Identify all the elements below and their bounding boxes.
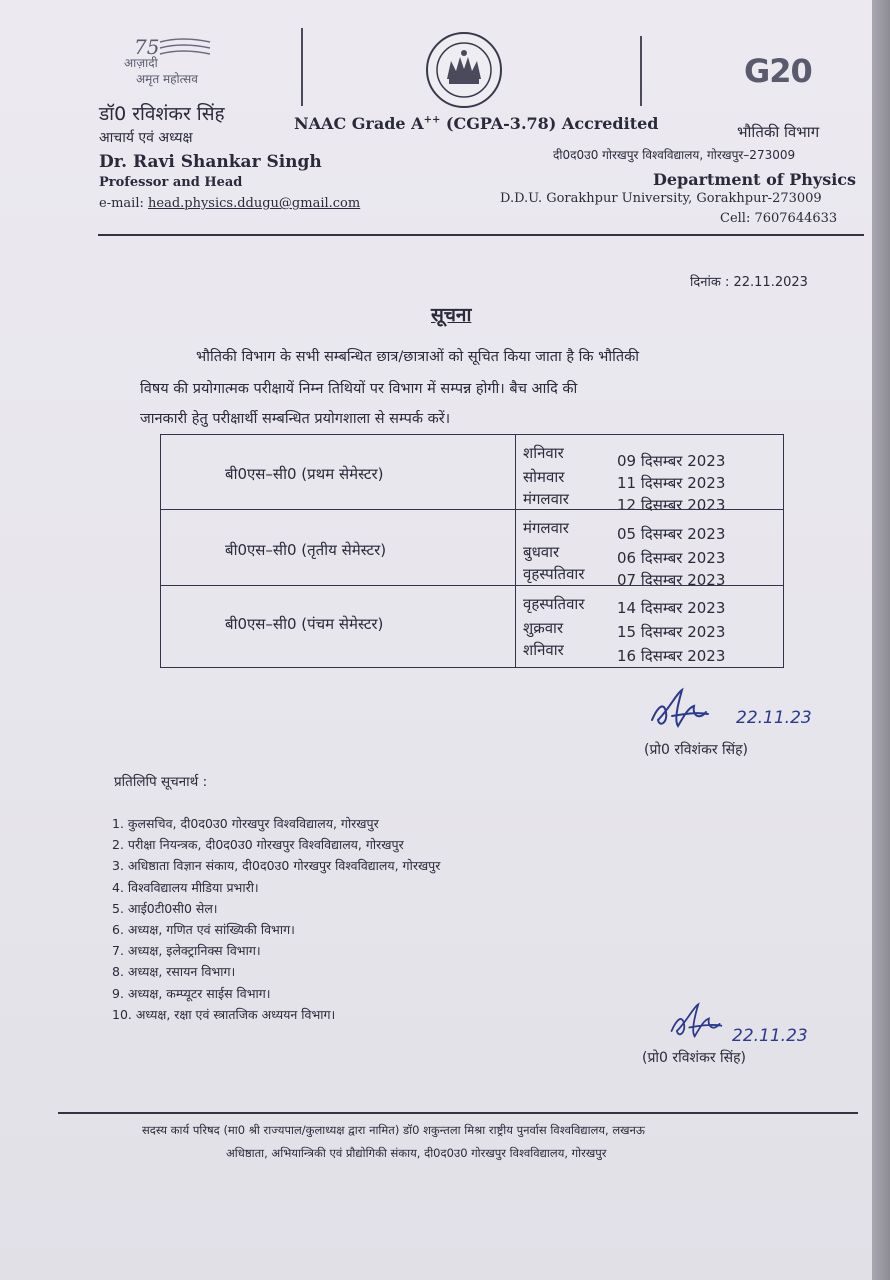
list-item: 8. अध्यक्ष, रसायन विभाग। bbox=[112, 964, 236, 980]
exam-date: 14 दिसम्बर 2023 bbox=[617, 599, 726, 617]
university-address-english: D.D.U. Gorakhpur University, Gorakhpur-273009 bbox=[500, 191, 822, 206]
exam-day: वृहस्पतिवार bbox=[523, 565, 585, 583]
university-seal-icon bbox=[425, 31, 503, 109]
exam-date: 16 दिसम्बर 2023 bbox=[617, 647, 726, 665]
cell-number: Cell: 7607644633 bbox=[720, 211, 838, 226]
signature-1 bbox=[648, 686, 818, 736]
semester-label: बी0एस–सी0 (तृतीय सेमेस्टर) bbox=[225, 541, 387, 559]
footer-rule bbox=[58, 1112, 858, 1114]
exam-date: 15 दिसम्बर 2023 bbox=[617, 623, 726, 641]
signatory-name-2: (प्रो0 रविशंकर सिंह) bbox=[642, 1050, 746, 1066]
list-item: 9. अध्यक्ष, कम्प्यूटर साईस विभाग। bbox=[112, 985, 271, 1001]
exam-day: शुक्रवार bbox=[523, 619, 564, 637]
signature-2-date: 22.11.23 bbox=[732, 1026, 808, 1046]
exam-day: शनिवार bbox=[523, 641, 564, 659]
exam-date: 12 दिसम्बर 2023 bbox=[617, 496, 726, 514]
notice-line-3: जानकारी हेतु परीक्षार्थी सम्बन्धित प्रयोगशाला से सम्पर्क करें। bbox=[140, 411, 451, 427]
list-item: 2. परीक्षा नियन्त्रक, दी0द0उ0 गोरखपुर विश्वविद्यालय, गोरखपुर bbox=[112, 837, 404, 853]
semester-label: बी0एस–सी0 (पंचम सेमेस्टर) bbox=[225, 615, 384, 633]
copy-heading: प्रतिलिपि सूचनार्थ : bbox=[114, 774, 208, 790]
notice-date: दिनांक : 22.11.2023 bbox=[690, 275, 808, 290]
naac-grade-plus: ++ bbox=[423, 114, 441, 126]
footer-line-2: अधिष्ठाता, अभियान्त्रिकी एवं प्रौद्योगिकी संकाय, दी0द0उ0 गोरखपुर विश्वविद्यालय, गोरखपुर bbox=[226, 1146, 607, 1160]
azadi-logo-line2: अमृत महोत्सव bbox=[136, 72, 198, 86]
g20-logo-text: G20 bbox=[744, 52, 812, 90]
azadi-logo-line1: आज़ादी bbox=[124, 56, 158, 70]
page-edge bbox=[872, 0, 890, 1280]
notice-line-1: भौतिकी विभाग के सभी सम्बन्धित छात्र/छात्राओं को सूचित किया जाता है कि भौतिकी bbox=[196, 349, 640, 365]
email-label: e-mail: bbox=[99, 196, 148, 211]
header-rule bbox=[98, 234, 864, 236]
table-row bbox=[161, 435, 783, 514]
email-line bbox=[99, 196, 360, 211]
exam-day: मंगलवार bbox=[523, 519, 569, 537]
naac-cgpa: (CGPA-3.78) Accredited bbox=[440, 114, 659, 133]
list-item: 1. कुलसचिव, दी0द0उ0 गोरखपुर विश्वविद्यालय, गोरखपुर bbox=[112, 816, 379, 831]
list-item: 7. अध्यक्ष, इलेक्ट्रानिक्स विभाग। bbox=[112, 943, 261, 959]
head-title-hindi: आचार्य एवं अध्यक्ष bbox=[99, 130, 193, 146]
university-address-hindi: दी0द0उ0 गोरखपुर विश्वविद्यालय, गोरखपुर–273009 bbox=[553, 148, 796, 162]
svg-text:75: 75 bbox=[134, 36, 160, 59]
list-item: 6. अध्यक्ष, गणित एवं सांख्यिकी विभाग। bbox=[112, 922, 295, 938]
exam-schedule-table bbox=[160, 434, 784, 668]
exam-day: मंगलवार bbox=[523, 490, 569, 508]
list-item: 4. विश्वविद्यालय मीडिया प्रभारी। bbox=[112, 879, 259, 895]
exam-day: वृहस्पतिवार bbox=[523, 595, 585, 613]
exam-date: 09 दिसम्बर 2023 bbox=[617, 452, 726, 470]
email-link[interactable]: head.physics.ddugu@gmail.com bbox=[148, 196, 361, 211]
naac-grade: NAAC Grade A bbox=[294, 114, 424, 133]
notice-line-2: विषय की प्रयोगात्मक परीक्षायें निम्न तिथियों पर विभाग में सम्पन्न होगी। बैच आदि की bbox=[140, 381, 578, 397]
exam-day: बुधवार bbox=[523, 543, 560, 561]
notice-title: सूचना bbox=[431, 304, 472, 326]
dept-name-hindi: भौतिकी विभाग bbox=[737, 123, 820, 141]
list-item: 5. आई0टी0सी0 सेल। bbox=[112, 900, 218, 916]
head-name-hindi: डॉ0 रविशंकर सिंह bbox=[99, 103, 225, 125]
footer-line-1: सदस्य कार्य परिषद (मा0 श्री राज्यपाल/कुलाध्यक्ष द्वारा नामित) डॉ0 शकुन्तला मिश्रा राष्ट्रीय पुनर्वास विश्वविद्यालय, लखनऊ bbox=[142, 1123, 645, 1137]
exam-date: 11 दिसम्बर 2023 bbox=[617, 474, 726, 492]
header-divider-right bbox=[640, 36, 642, 106]
head-title-english: Professor and Head bbox=[99, 175, 243, 190]
g20-logo bbox=[744, 52, 820, 104]
handwritten-signature-icon bbox=[648, 686, 738, 736]
header-divider-left bbox=[301, 28, 303, 106]
head-name-english: Dr. Ravi Shankar Singh bbox=[99, 152, 322, 172]
azadi-logo bbox=[122, 36, 222, 88]
semester-label: बी0एस–सी0 (प्रथम सेमेस्टर) bbox=[225, 465, 384, 483]
table-row bbox=[161, 585, 783, 667]
exam-date: 06 दिसम्बर 2023 bbox=[617, 549, 726, 567]
signature-1-date: 22.11.23 bbox=[736, 708, 812, 728]
signatory-name-1: (प्रो0 रविशंकर सिंह) bbox=[644, 742, 748, 758]
list-item: 3. अधिष्ठाता विज्ञान संकाय, दी0द0उ0 गोरखपुर विश्वविद्यालय, गोरखपुर bbox=[112, 858, 441, 874]
exam-day: सोमवार bbox=[523, 468, 565, 486]
table-row bbox=[161, 509, 783, 589]
exam-date: 07 दिसम्बर 2023 bbox=[617, 571, 726, 589]
exam-date: 05 दिसम्बर 2023 bbox=[617, 525, 726, 543]
signature-2 bbox=[668, 1000, 838, 1050]
naac-accreditation bbox=[294, 114, 658, 133]
dept-name-english: Department of Physics bbox=[653, 170, 857, 189]
copy-list bbox=[112, 813, 440, 1025]
exam-day: शनिवार bbox=[523, 444, 564, 462]
list-item: 10. अध्यक्ष, रक्षा एवं स्त्रातजिक अध्ययन विभाग। bbox=[112, 1006, 336, 1022]
